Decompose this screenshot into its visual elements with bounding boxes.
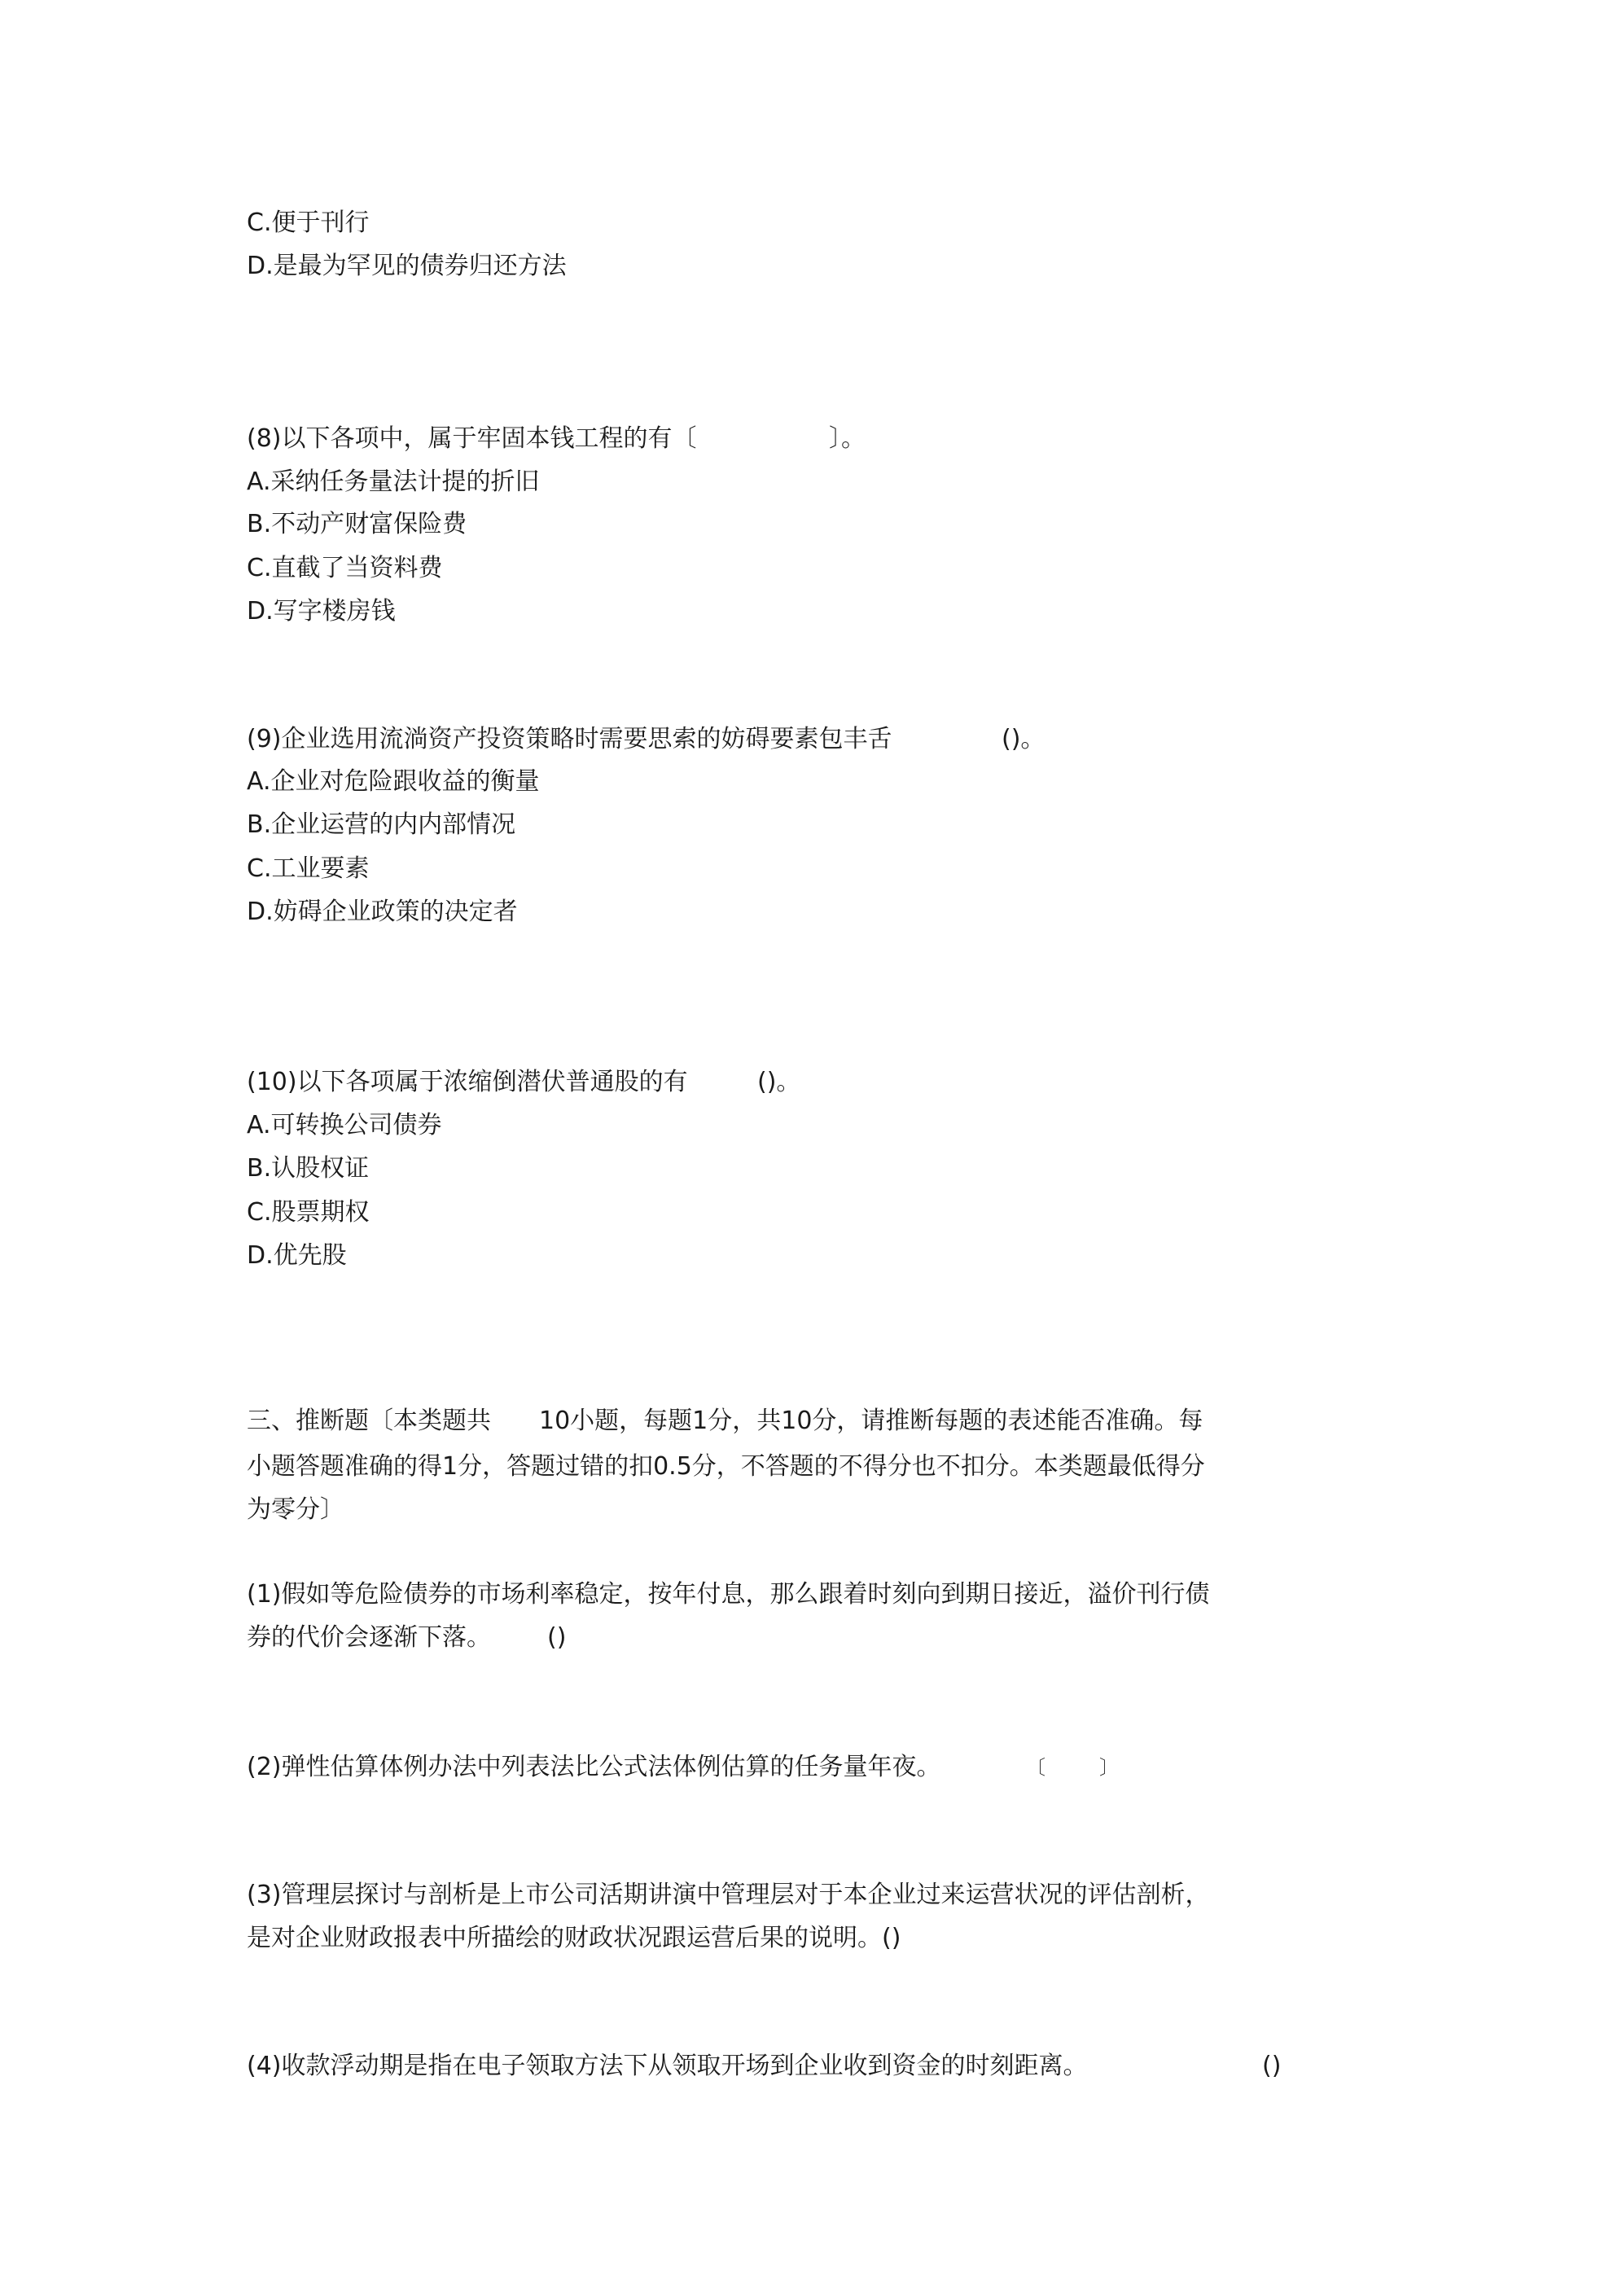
j2-stem: (2)弹性估算体例办法中列表法比公式法体例估算的任务量年夜。 xyxy=(247,1753,941,1781)
q10-blank: ()。 xyxy=(757,1068,801,1096)
q8-option-c: C.直截了当资料费 xyxy=(247,554,443,582)
section3-line2: 小题答题准确的得1分，答题过错的扣0.5分，不答题的不得分也不扣分。本类题最低得分 xyxy=(247,1452,1205,1481)
j2-blank-close: 〕 xyxy=(1099,1756,1119,1779)
j1-line2: 券的代价会逐渐下落。 xyxy=(247,1623,491,1652)
j3-line1: (3)管理层探讨与剖析是上市公司活期讲演中管理层对于本企业过来运营状况的评估剖析， xyxy=(247,1881,1210,1909)
q10-option-a: A.可转换公司债券 xyxy=(247,1111,442,1139)
section3-line1a: 三、推断题〔本类题共 xyxy=(247,1407,491,1435)
q8-stem: (8)以下各项中，属于牢固本钱工程的有〔 xyxy=(247,424,697,453)
q8-option-a: A.采纳任务量法计提的折旧 xyxy=(247,468,540,496)
q9-stem: (9)企业选用流淌资产投资策略时需要思索的妨碍要素包丰舌 xyxy=(247,725,892,753)
q10-stem: (10)以下各项属于浓缩倒潜伏普通股的有 xyxy=(247,1068,688,1096)
q10-option-c: C.股票期权 xyxy=(247,1198,370,1227)
j3-line2: 是对企业财政报表中所描绘的财政状况跟运营后果的说明。() xyxy=(247,1924,901,1952)
j2-blank-open: 〔 xyxy=(1026,1756,1046,1779)
section3-line1b: 10小题，每题1分，共10分，请推断每题的表述能否准确。每 xyxy=(539,1407,1203,1435)
q9-option-a: A.企业对危险跟收益的衡量 xyxy=(247,767,540,796)
q9-blank: ()。 xyxy=(1002,725,1046,753)
j1-blank: () xyxy=(547,1623,567,1652)
q9-option-d: D.妨碍企业政策的决定者 xyxy=(247,898,518,926)
q8-option-b: B.不动产财富保险费 xyxy=(247,510,467,538)
j4-blank: () xyxy=(1262,2052,1282,2080)
q9-option-c: C.工业要素 xyxy=(247,854,370,883)
q8-stem-close: 〕。 xyxy=(829,424,866,453)
j1-line1: (1)假如等危险债券的市场利率稳定，按年付息，那么跟着时刻向到期日接近，溢价刊行债 xyxy=(247,1580,1210,1609)
q7-option-c: C.便于刊行 xyxy=(247,209,370,237)
q10-option-b: B.认股权证 xyxy=(247,1154,370,1183)
j4-stem: (4)收款浮动期是指在电子领取方法下从领取开场到企业收到资金的时刻距离。 xyxy=(247,2052,1088,2080)
q7-option-d: D.是最为罕见的债券归还方法 xyxy=(247,252,567,280)
section3-line3: 为零分〕 xyxy=(247,1495,344,1524)
q8-option-d: D.写字楼房钱 xyxy=(247,597,396,626)
q10-option-d: D.优先股 xyxy=(247,1241,347,1270)
q9-option-b: B.企业运营的内内部情况 xyxy=(247,810,516,839)
